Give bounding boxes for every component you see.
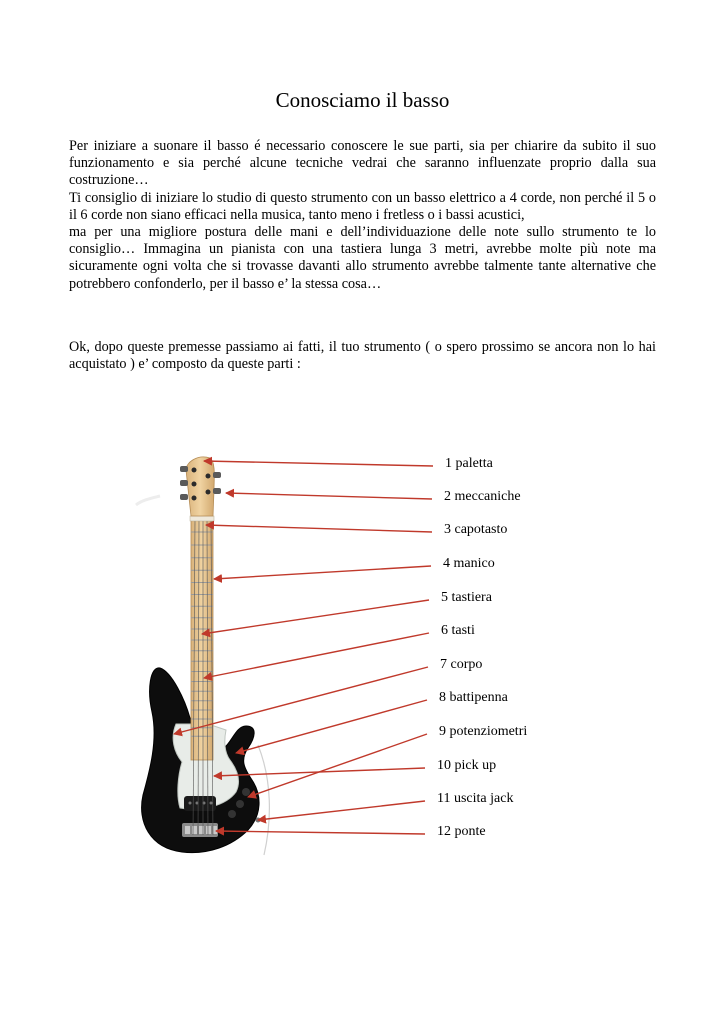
part-label: 11 uscita jack: [437, 791, 514, 806]
part-arrow: [214, 566, 431, 579]
part-label: 12 ponte: [437, 824, 486, 839]
part-label: 10 pick up: [437, 758, 497, 773]
part-label: 8 battipenna: [439, 690, 508, 705]
intro-line: Per iniziare a suonare il basso é necessario conoscere le sue parti, sia per chiarire da subito il suo funzionamento e sia perché alcune tecniche vedrai che saranno influenzate proprio dalla sua costruzione…: [69, 138, 656, 189]
intro-paragraph: [69, 138, 656, 293]
part-arrow: [248, 734, 427, 797]
part-arrow: [202, 600, 429, 634]
part-arrow: [236, 700, 427, 753]
parts-intro-paragraph: [69, 339, 656, 373]
part-arrow: [216, 831, 425, 834]
part-arrow: [258, 801, 425, 820]
part-arrow: [204, 461, 433, 466]
bass-guitar-illustration: [0, 440, 725, 870]
part-label: 9 potenziometri: [439, 724, 528, 739]
part-label: 6 tasti: [441, 623, 475, 638]
intro-line: ma per una migliore postura delle mani e dell’individuazione delle note sullo strumento te lo consiglio… Immagina un pianista con una tastiera lunga 3 metri, avrebbe molte più note ma sicuramente ogni volta che si trovasse davanti allo strumento avrebbe talmente tante alternative che potrebbero confonderlo, per il basso e’ la stessa cosa…: [69, 224, 656, 292]
part-label: 4 manico: [443, 556, 495, 571]
part-arrow: [206, 525, 432, 532]
bass-headstock: [136, 457, 221, 516]
part-label: 7 corpo: [440, 657, 483, 672]
part-label: 2 meccaniche: [444, 489, 521, 504]
part-arrow: [226, 493, 432, 499]
parts-intro-text: Ok, dopo queste premesse passiamo ai fatti, il tuo strumento ( o spero prossimo se ancora non lo hai acquistato ) e’ composto da queste parti :: [69, 339, 656, 373]
part-arrow: [204, 633, 429, 678]
page-title: Conosciamo il basso: [275, 88, 450, 112]
intro-line: Ti consiglio di iniziare lo studio di questo strumento con un basso elettrico a 4 corde, non perché il 5 o il 6 corde non siano efficaci nella musica, tanto meno i fretless o i bassi acustici,: [69, 189, 656, 223]
bass-parts-diagram: [0, 440, 725, 870]
part-label: 5 tastiera: [441, 590, 492, 605]
part-label: 3 capotasto: [444, 522, 508, 537]
part-label: 1 paletta: [445, 456, 493, 471]
